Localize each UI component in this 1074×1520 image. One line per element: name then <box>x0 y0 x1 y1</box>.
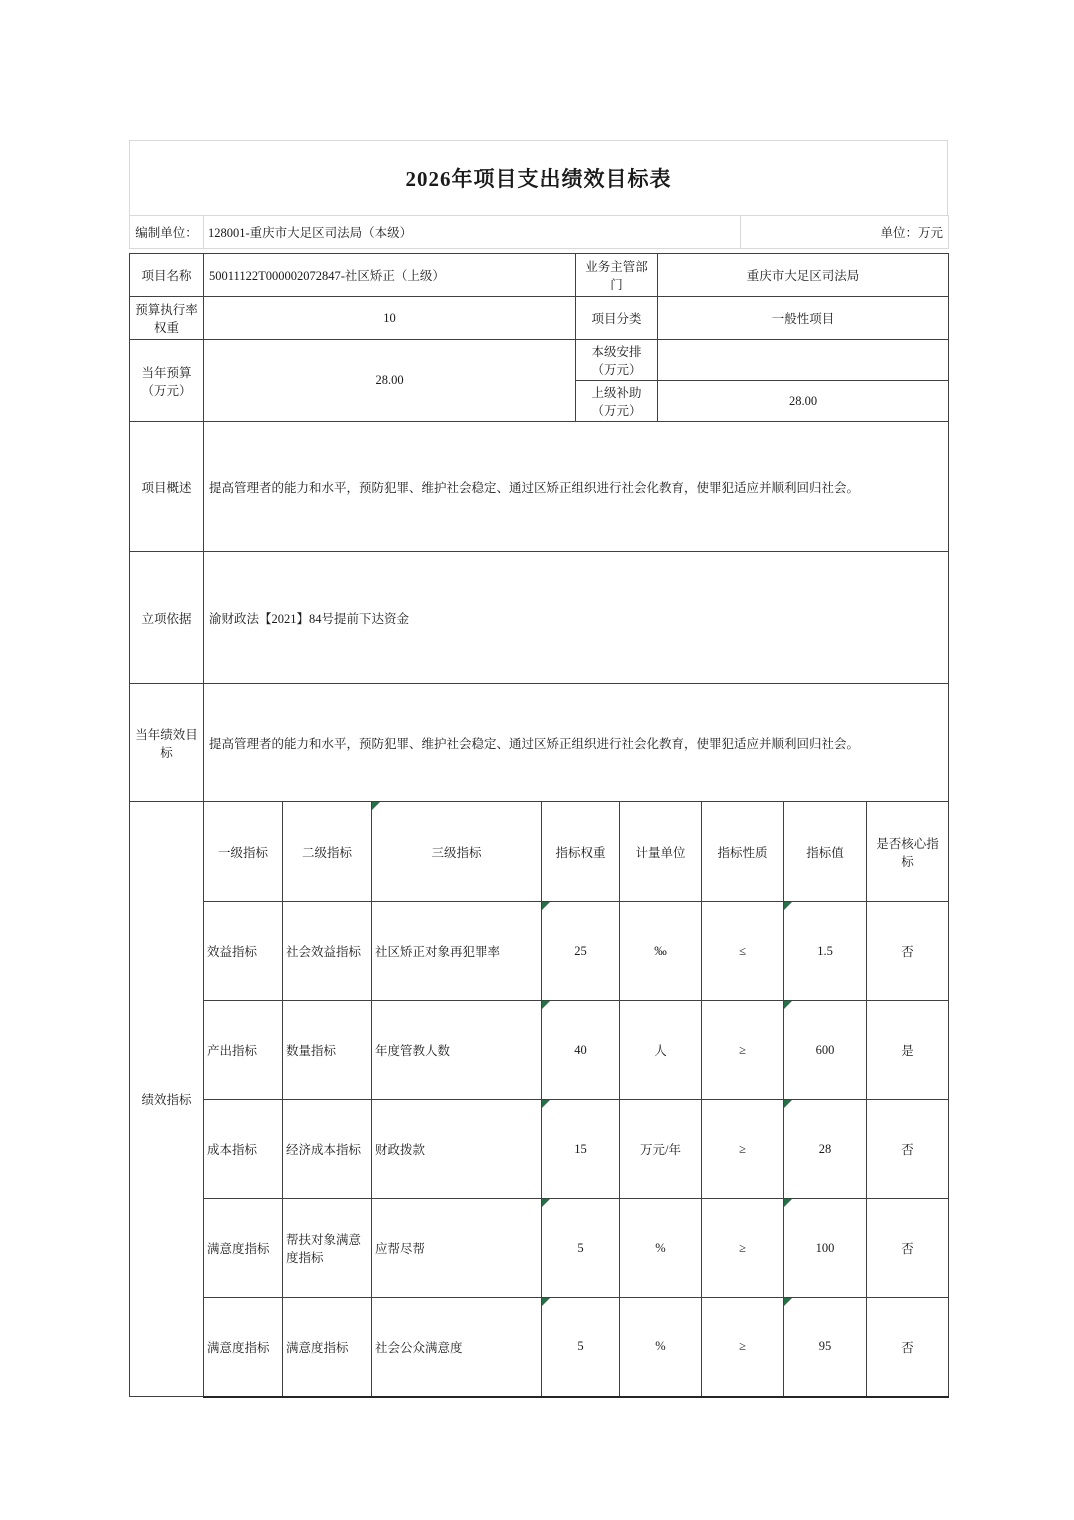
metric-value-number: 600 <box>815 1042 835 1057</box>
metric-row <box>130 1199 949 1298</box>
title-block <box>129 140 948 216</box>
metric-unit: % <box>620 1298 702 1397</box>
metric-weight <box>542 1298 620 1397</box>
prepared-by-value: 128001-重庆市大足区司法局（本级） <box>204 216 741 249</box>
cell-flag-triangle-icon <box>784 1001 792 1009</box>
metric-nature: ≥ <box>702 1199 784 1298</box>
metric-value-number: 95 <box>818 1339 832 1354</box>
metric-level3: 社区矫正对象再犯罪率 <box>372 902 542 1001</box>
metric-level1: 效益指标 <box>204 902 283 1001</box>
basis-label: 立项依据 <box>130 552 204 684</box>
metric-row <box>130 1298 949 1397</box>
local-arrangement-value <box>658 340 949 381</box>
cell-flag-triangle-icon <box>542 1001 550 1009</box>
metric-level3: 财政拨款 <box>372 1100 542 1199</box>
project-name-value: 50011122T000002072847-社区矫正（上级） <box>204 254 576 297</box>
project-name-label: 项目名称 <box>130 254 204 297</box>
dept-value: 重庆市大足区司法局 <box>658 254 949 297</box>
category-label: 项目分类 <box>576 297 658 340</box>
cell-flag-triangle-icon <box>542 1298 550 1306</box>
local-arrangement-label: 本级安排（万元） <box>576 340 658 381</box>
cell-flag-triangle-icon <box>542 902 550 910</box>
annual-budget-label: 当年预算（万元） <box>130 340 204 422</box>
metric-row <box>130 1001 949 1100</box>
budget-rate-label: 预算执行率权重 <box>130 297 204 340</box>
metric-value <box>784 1001 867 1100</box>
metric-unit: 人 <box>620 1001 702 1100</box>
metric-level2: 数量指标 <box>283 1001 372 1100</box>
annual-target-label: 当年绩效目标 <box>130 684 204 802</box>
metrics-section-label: 绩效指标 <box>130 802 204 1397</box>
cell-flag-triangle-icon <box>784 1298 792 1306</box>
overview-row <box>130 422 949 552</box>
budget-rate-row <box>130 297 949 340</box>
metric-level1: 产出指标 <box>204 1001 283 1100</box>
metric-level2: 满意度指标 <box>283 1298 372 1397</box>
page-title: 2026年项目支出绩效目标表 <box>405 167 672 191</box>
header-core: 是否核心指标 <box>867 802 949 902</box>
metric-unit: 万元/年 <box>620 1100 702 1199</box>
metric-value <box>784 1199 867 1298</box>
metric-row <box>130 1100 949 1199</box>
metric-nature: ≥ <box>702 1298 784 1397</box>
header-weight: 指标权重 <box>542 802 620 902</box>
annual-budget-value: 28.00 <box>204 340 576 422</box>
unit-note: 单位：万元 <box>741 216 949 249</box>
annual-budget-row <box>130 340 949 381</box>
cell-flag-triangle-icon <box>784 1199 792 1207</box>
metric-core: 是 <box>867 1001 949 1100</box>
annual-target-row <box>130 684 949 802</box>
metric-weight-value: 5 <box>577 1339 584 1354</box>
metric-weight <box>542 902 620 1001</box>
cell-flag-triangle-icon <box>784 1100 792 1108</box>
superior-subsidy-value: 28.00 <box>658 381 949 422</box>
metric-weight <box>542 1100 620 1199</box>
metric-level1: 满意度指标 <box>204 1199 283 1298</box>
category-value: 一般性项目 <box>658 297 949 340</box>
project-info-table <box>129 253 949 802</box>
metric-weight <box>542 1199 620 1298</box>
metric-unit: ‰ <box>620 902 702 1001</box>
header-unit: 计量单位 <box>620 802 702 902</box>
metric-value-number: 100 <box>815 1240 835 1255</box>
metric-core: 否 <box>867 1199 949 1298</box>
metric-core: 否 <box>867 1298 949 1397</box>
metric-value <box>784 902 867 1001</box>
prepared-by-label: 编制单位： <box>130 216 204 249</box>
basis-value: 渝财政法【2021】84号提前下达资金 <box>204 552 949 684</box>
dept-label: 业务主管部门 <box>576 254 658 297</box>
cell-flag-triangle-icon <box>372 802 380 810</box>
header-level2: 二级指标 <box>283 802 372 902</box>
metric-level3: 应帮尽帮 <box>372 1199 542 1298</box>
metric-weight <box>542 1001 620 1100</box>
metric-level2: 社会效益指标 <box>283 902 372 1001</box>
header-level3-label: 三级指标 <box>431 845 482 860</box>
metric-level3: 年度管教人数 <box>372 1001 542 1100</box>
cell-flag-triangle-icon <box>784 902 792 910</box>
performance-metrics-table <box>129 801 949 1398</box>
header-nature: 指标性质 <box>702 802 784 902</box>
budget-rate-value: 10 <box>204 297 576 340</box>
overview-label: 项目概述 <box>130 422 204 552</box>
metric-level1: 成本指标 <box>204 1100 283 1199</box>
metric-weight-value: 25 <box>574 943 587 958</box>
metric-nature: ≥ <box>702 1100 784 1199</box>
header-level3 <box>372 802 542 902</box>
metric-row <box>130 902 949 1001</box>
prepared-by-strip <box>129 215 949 249</box>
metric-value-number: 1.5 <box>817 943 833 958</box>
metric-level2: 经济成本指标 <box>283 1100 372 1199</box>
metric-level2: 帮扶对象满意度指标 <box>283 1199 372 1298</box>
metric-weight-value: 40 <box>574 1042 587 1057</box>
metric-nature: ≤ <box>702 902 784 1001</box>
cell-flag-triangle-icon <box>542 1100 550 1108</box>
overview-value: 提高管理者的能力和水平，预防犯罪、维护社会稳定、通过区矫正组织进行社会化教育，使罪犯适应并顺利回归社会。 <box>204 422 949 552</box>
metric-level1: 满意度指标 <box>204 1298 283 1397</box>
metric-value <box>784 1100 867 1199</box>
metric-core: 否 <box>867 902 949 1001</box>
metric-level3: 社会公众满意度 <box>372 1298 542 1397</box>
cell-flag-triangle-icon <box>542 1199 550 1207</box>
metric-nature: ≥ <box>702 1001 784 1100</box>
metric-value <box>784 1298 867 1397</box>
performance-target-document <box>129 140 948 1398</box>
metric-weight-value: 5 <box>577 1240 584 1255</box>
metric-core: 否 <box>867 1100 949 1199</box>
basis-row <box>130 552 949 684</box>
metric-value-number: 28 <box>818 1141 832 1156</box>
project-name-row <box>130 254 949 297</box>
metric-weight-value: 15 <box>574 1141 587 1156</box>
metric-unit: % <box>620 1199 702 1298</box>
metrics-header-row <box>130 802 949 902</box>
header-level1: 一级指标 <box>204 802 283 902</box>
annual-target-value: 提高管理者的能力和水平，预防犯罪、维护社会稳定、通过区矫正组织进行社会化教育，使罪犯适应并顺利回归社会。 <box>204 684 949 802</box>
superior-subsidy-label: 上级补助（万元） <box>576 381 658 422</box>
header-value: 指标值 <box>784 802 867 902</box>
